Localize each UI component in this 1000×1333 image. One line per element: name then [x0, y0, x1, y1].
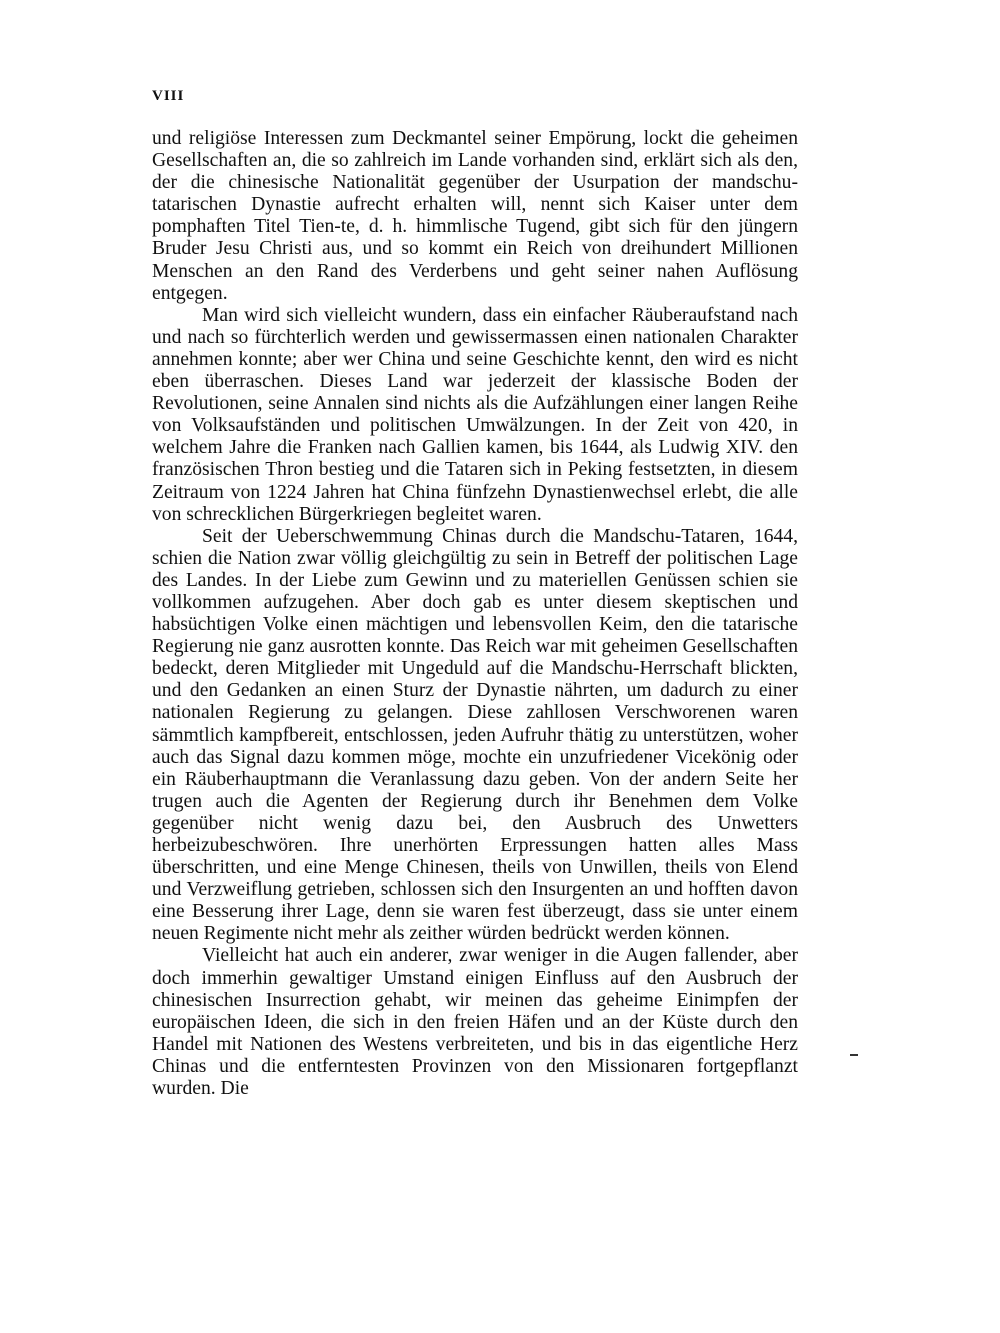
page-number: VIII — [152, 88, 185, 104]
paragraph-2: Man wird sich vielleicht wundern, dass ein einfacher Räuberaufstand nach und nach so fürchterlich werden und gewissermassen einen nationalen Charakter annehmen konnte; aber wer China und seine Geschichte kennt, den wird es nicht eben überraschen. Dieses Land war jederzeit der klassische Boden der Revolutionen, seine Annalen sind nichts als die Aufzählungen einer langen Reihe von Volksaufständen und politischen Umwälzungen. In der Zeit von 420, in welchem Jahre die Franken nach Gallien kamen, bis 1644, als Ludwig XIV. den französischen Thron bestieg und die Tataren sich in Peking festsetzten, in diesem Zeitraum von 1224 Jahren hat China fünfzehn Dynastienwechsel erlebt, die alle von schrecklichen Bürgerkriegen begleitet waren. — [152, 304, 798, 525]
paragraph-3: Seit der Ueberschwemmung Chinas durch die Mandschu-Tataren, 1644, schien die Nation zwar völlig gleichgültig zu sein in Betreff der politischen Lage des Landes. In der Liebe zum Gewinn und zu materiellen Genüssen schien sie vollkommen aufzugehen. Aber doch gab es unter diesem skeptischen und habsüchtigen Volke einen mächtigen und lebensvollen Keim, den die tatarische Regierung nie ganz ausrotten konnte. Das Reich war mit geheimen Gesellschaften bedeckt, deren Mitglieder mit Ungeduld auf die Mandschu-Herrschaft blickten, und den Gedanken an einen Sturz der Dynastie nährten, um dadurch zu einer nationalen Regierung zu gelangen. Diese zahllosen Verschworenen waren sämmtlich kampfbereit, entschlossen, jeden Aufruhr thätig zu unterstützen, woher auch das Signal dazu kommen möge, mochte ein unzufriedener Vicekönig oder ein Räuberhauptmann die Veranlassung dazu geben. Von der andern Seite her trugen auch die Agenten der Regierung durch ihr Benehmen dem Volke gegenüber nicht wenig dazu bei, den Ausbruch des Unwetters herbeizubeschwören. Ihre unerhörten Erpressungen hatten alles Mass überschritten, und eine Menge Chinesen, theils von Unwillen, theils von Elend und Verzweiflung getrieben, schlossen sich den Insurgenten an und hofften davon eine Besserung ihrer Lage, denn sie waren fest überzeugt, dass sie unter einem neuen Regimente nicht mehr als zeither würden bedrückt werden können. — [152, 525, 798, 945]
body-text — [152, 128, 798, 1100]
paragraph-4: Vielleicht hat auch ein anderer, zwar weniger in die Augen fallender, aber doch immerhin gewaltiger Umstand einigen Einfluss auf den Ausbruch der chinesischen Insurrection gehabt, wir meinen das geheime Einimpfen der europäischen Ideen, die sich in den freien Häfen und an der Küste durch den Handel mit Nationen des Westens verbreiteten, und bis in das eigentliche Herz Chinas und die entferntesten Provinzen von den Missionaren fortgepflanzt wurden. Die — [152, 945, 798, 1100]
paragraph-1: und religiöse Interessen zum Deckmantel seiner Empörung, lockt die geheimen Gesellschaften an, die so zahlreich im Lande vorhanden sind, erklärt sich als den, der die chinesische Nationalität gegenüber der Usurpation der mandschu-tatarischen Dynastie aufrecht erhalten will, nennt sich Kaiser unter dem pomphaften Titel Tien-te, d. h. himmlische Tugend, gibt sich für den jüngern Bruder Jesu Christi aus, und so kommt ein Reich von dreihundert Millionen Menschen an den Rand des Verderbens und geht seiner nahen Auflösung entgegen. — [152, 128, 798, 304]
margin-mark — [850, 1054, 858, 1056]
